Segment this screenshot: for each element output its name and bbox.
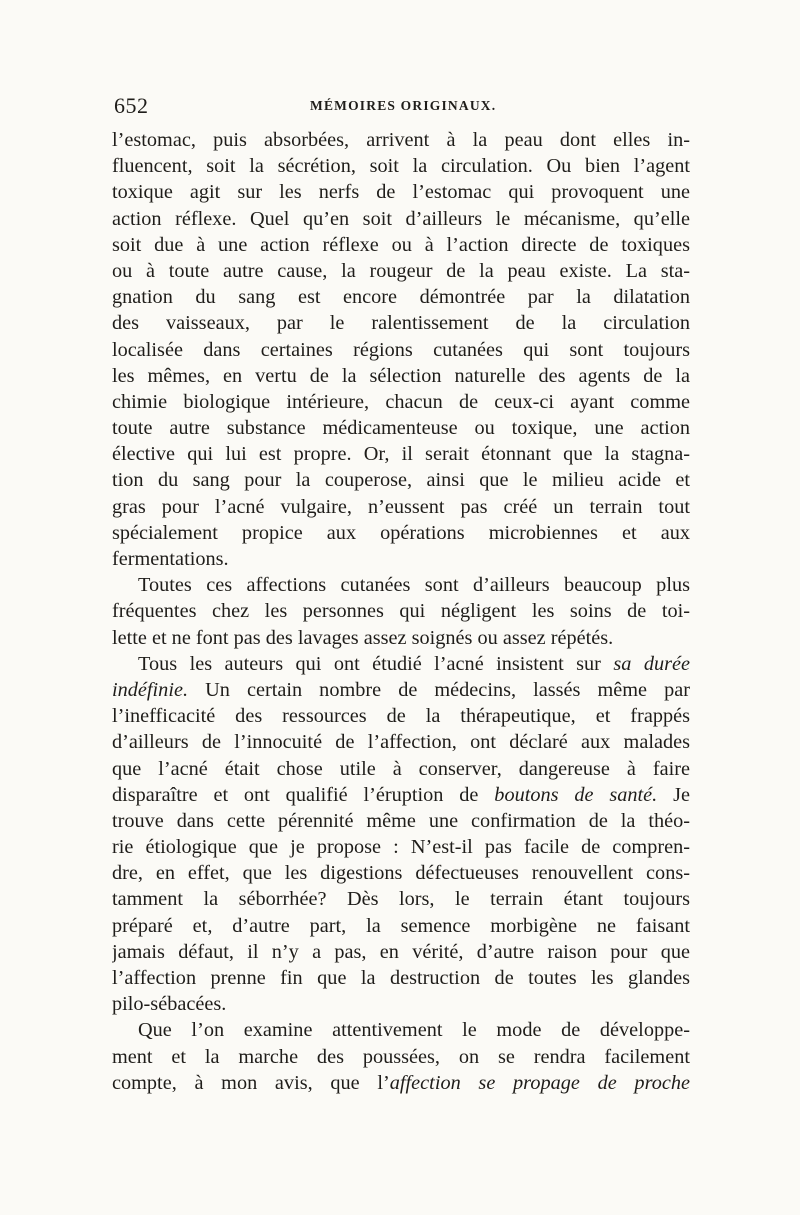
text-line: [112, 389, 690, 415]
text-line: [112, 363, 690, 389]
line-text: que l’acné était chose utile à conserver, dangereuse à faire: [112, 757, 690, 780]
text-line: [112, 939, 690, 965]
line-text: lette et ne font pas des lavages assez soignés ou assez répétés.: [112, 626, 614, 649]
italic-text: indéfinie.: [112, 678, 189, 701]
line-text: disparaître et ont qualifié l’éruption de: [112, 783, 495, 806]
text-line: [112, 1070, 690, 1096]
text-line: [112, 965, 690, 991]
line-text: action réflexe. Quel qu’en soit d’ailleurs le mécanisme, qu’elle: [112, 207, 690, 230]
text-line: [112, 310, 690, 336]
text-line: [112, 886, 690, 912]
line-text: Toutes ces affections cutanées sont d’ailleurs beaucoup plus: [138, 574, 690, 597]
line-text: compte, à mon avis, que l’: [112, 1071, 390, 1094]
line-text: Je: [657, 783, 690, 806]
line-text: toxique agit sur les nerfs de l’estomac qui provoquent une: [112, 181, 690, 204]
text-line: [112, 782, 690, 808]
line-text: préparé et, d’autre part, la semence morbigène ne faisant: [112, 914, 690, 937]
line-text: fréquentes chez les personnes qui négligent les soins de toi-: [112, 600, 690, 623]
line-text: rie étiologique que je propose : N’est-il pas facile de compren-: [112, 836, 690, 859]
italic-text: affection se propage de proche: [389, 1071, 690, 1094]
line-text: pilo-sébacées.: [112, 993, 227, 1016]
text-line: [112, 179, 690, 205]
text-line: [112, 232, 690, 258]
text-line: [112, 467, 690, 493]
text-line: [112, 625, 690, 651]
text-line: [112, 1017, 690, 1043]
text-line: [112, 703, 690, 729]
line-text: toute autre substance médicamenteuse ou toxique, une action: [112, 417, 690, 440]
text-line: [112, 572, 690, 598]
line-text: l’inefficacité des ressources de la thérapeutique, et frappés: [112, 705, 690, 728]
line-text: fluencent, soit la sécrétion, soit la circulation. Ou bien l’agent: [112, 155, 690, 178]
text-line: [112, 546, 690, 572]
line-text: ou à toute autre cause, la rougeur de la peau existe. La sta-: [112, 259, 690, 282]
body-text: [112, 127, 690, 1096]
text-line: [112, 258, 690, 284]
text-line: [112, 677, 690, 703]
italic-text: sa durée: [613, 652, 690, 675]
text-line: [112, 153, 690, 179]
line-text: Tous les auteurs qui ont étudié l’acné insistent sur: [138, 652, 614, 675]
text-line: [112, 860, 690, 886]
line-text: soit due à une action réflexe ou à l’action directe de toxiques: [112, 233, 690, 256]
line-text: dre, en effet, que les digestions défectueuses renouvellent cons-: [112, 862, 690, 885]
text-line: [112, 598, 690, 624]
page-number: 652: [114, 93, 149, 118]
text-line: [112, 494, 690, 520]
text-line: [112, 834, 690, 860]
line-text: des vaisseaux, par le ralentissement de la circulation: [112, 312, 690, 335]
line-text: ment et la marche des poussées, on se rendra facilement: [112, 1045, 690, 1068]
line-text: Un certain nombre de médecins, lassés même par: [188, 678, 690, 701]
text-line: [112, 127, 690, 153]
line-text: gras pour l’acné vulgaire, n’eussent pas créé un terrain tout: [112, 495, 690, 518]
italic-text: boutons de santé.: [494, 783, 658, 806]
line-text: chimie biologique intérieure, chacun de ceux-ci ayant comme: [112, 390, 690, 413]
line-text: localisée dans certaines régions cutanées qui sont toujours: [112, 338, 690, 361]
line-text: tamment la séborrhée? Dès lors, le terrain étant toujours: [112, 888, 690, 911]
text-line: [112, 520, 690, 546]
line-text: gnation du sang est encore démontrée par la dilatation: [112, 286, 690, 309]
line-text: l’affection prenne fin que la destruction de toutes les glandes: [112, 967, 690, 989]
text-line: [112, 337, 690, 363]
line-text: jamais défaut, il n’y a pas, en vérité, d’autre raison pour que: [112, 940, 690, 963]
text-line: [112, 913, 690, 939]
text-line: [112, 415, 690, 441]
line-text: d’ailleurs de l’innocuité de l’affection, ont déclaré aux malades: [112, 731, 690, 754]
text-line: [112, 729, 690, 755]
text-line: [112, 206, 690, 232]
text-line: [112, 756, 690, 782]
line-text: trouve dans cette pérennité même une confirmation de la théo-: [112, 809, 690, 832]
text-line: [112, 991, 690, 1017]
line-text: Que l’on examine attentivement le mode de développe-: [138, 1019, 690, 1042]
line-text: l’estomac, puis absorbées, arrivent à la peau dont elles in-: [112, 129, 690, 151]
text-line: [112, 808, 690, 834]
text-line: [112, 441, 690, 467]
text-line: [112, 651, 690, 677]
text-line: [112, 1044, 690, 1070]
line-text: tion du sang pour la couperose, ainsi que le milieu acide et: [112, 469, 690, 492]
running-title: MÉMOIRES ORIGINAUX.: [310, 98, 497, 113]
line-text: élective qui lui est propre. Or, il serait étonnant que la stagna-: [112, 443, 690, 466]
line-text: fermentations.: [112, 548, 229, 570]
line-text: les mêmes, en vertu de la sélection naturelle des agents de la: [112, 364, 690, 387]
line-text: spécialement propice aux opérations microbiennes et aux: [112, 521, 690, 544]
text-line: [112, 284, 690, 310]
page-header: [114, 93, 686, 123]
